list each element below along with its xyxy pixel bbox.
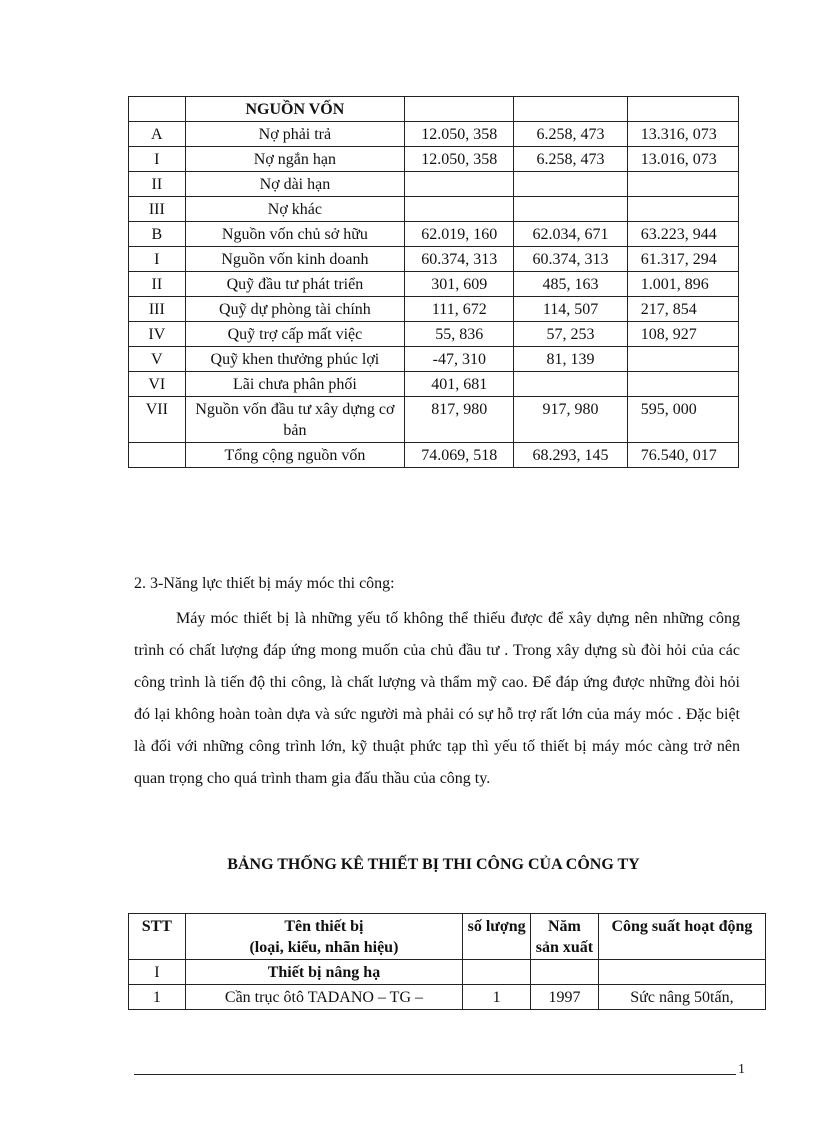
row-name: Cần trục ôtô TADANO – TG – bbox=[185, 985, 462, 1010]
row-value-1: 60.374, 313 bbox=[405, 247, 514, 272]
table-cell bbox=[514, 97, 627, 122]
row-value-3: 63.223, 944 bbox=[627, 222, 738, 247]
row-stt: 1 bbox=[129, 985, 186, 1010]
row-value-3 bbox=[627, 347, 738, 372]
row-year: 1997 bbox=[531, 985, 599, 1010]
table-cell bbox=[531, 960, 599, 985]
row-stt: III bbox=[129, 197, 186, 222]
group-stt: I bbox=[129, 960, 186, 985]
row-value-2: 917, 980 bbox=[514, 397, 627, 443]
row-value-1: 62.019, 160 bbox=[405, 222, 514, 247]
group-name: Thiết bị nâng hạ bbox=[185, 960, 462, 985]
row-value-2: 62.034, 671 bbox=[514, 222, 627, 247]
table-cell bbox=[405, 97, 514, 122]
row-value-3: 595, 000 bbox=[627, 397, 738, 443]
row-value-1: 55, 836 bbox=[405, 322, 514, 347]
row-name: Quỹ đầu tư phát triển bbox=[185, 272, 405, 297]
row-name: Lãi chưa phân phối bbox=[185, 372, 405, 397]
row-value-2: 68.293, 145 bbox=[514, 443, 627, 468]
row-value-2 bbox=[514, 172, 627, 197]
row-value-3: 61.317, 294 bbox=[627, 247, 738, 272]
row-stt: II bbox=[129, 272, 186, 297]
row-value-2: 6.258, 473 bbox=[514, 147, 627, 172]
column-header-capacity: Công suất hoạt động bbox=[598, 914, 765, 960]
row-stt: I bbox=[129, 247, 186, 272]
row-stt: V bbox=[129, 347, 186, 372]
row-stt: III bbox=[129, 297, 186, 322]
table-cell bbox=[598, 960, 765, 985]
row-name: Quỹ dự phòng tài chính bbox=[185, 297, 405, 322]
row-name: Nợ phải trả bbox=[185, 122, 405, 147]
row-name: Tổng cộng nguồn vốn bbox=[185, 443, 405, 468]
body-paragraph: Máy móc thiết bị là những yếu tố không thể thiếu được để xây dựng nên những công trình có chất lượng đáp ứng mong muốn của chủ đầu tư . Trong xây dựng sù đòi hỏi của các công trình là tiến độ thi công, là chất lượng và thẩm mỹ cao. Để đáp ứng được những đòi hỏi đó lại không hoàn toàn dựa và sức người mà phải có sự hỗ trợ rất lớn của máy móc . Đặc biệt là đối với những công trình lớn, kỹ thuật phức tạp thì yếu tố thiết bị máy móc càng trở nên quan trọng cho quá trình tham gia đấu thầu của công ty. bbox=[134, 610, 740, 787]
table-row bbox=[129, 372, 739, 397]
row-name: Nguồn vốn kinh doanh bbox=[185, 247, 405, 272]
row-stt: IV bbox=[129, 322, 186, 347]
row-value-2: 114, 507 bbox=[514, 297, 627, 322]
row-value-1: 111, 672 bbox=[405, 297, 514, 322]
row-name: Nợ khác bbox=[185, 197, 405, 222]
row-value-1: 401, 681 bbox=[405, 372, 514, 397]
group-row bbox=[129, 960, 766, 985]
row-name: Nguồn vốn chủ sở hữu bbox=[185, 222, 405, 247]
row-value-1 bbox=[405, 172, 514, 197]
table-row bbox=[129, 322, 739, 347]
table-row bbox=[129, 147, 739, 172]
row-value-3: 13.016, 073 bbox=[627, 147, 738, 172]
equipment-rows bbox=[129, 985, 766, 1010]
footer-rule bbox=[134, 1074, 736, 1075]
column-header-quantity: số lượng bbox=[463, 914, 531, 960]
row-value-1: 301, 609 bbox=[405, 272, 514, 297]
row-value-2: 6.258, 473 bbox=[514, 122, 627, 147]
row-value-2: 81, 139 bbox=[514, 347, 627, 372]
table-header-row bbox=[129, 914, 766, 960]
row-value-2 bbox=[514, 197, 627, 222]
column-header-year: Năm sản xuất bbox=[531, 914, 599, 960]
capital-sources-rows bbox=[129, 122, 739, 468]
table-row bbox=[129, 222, 739, 247]
section-heading: 2. 3-Năng lực thiết bị máy móc thi công: bbox=[134, 575, 395, 592]
row-value-1 bbox=[405, 197, 514, 222]
table-row bbox=[129, 172, 739, 197]
table-cell bbox=[463, 960, 531, 985]
row-value-3 bbox=[627, 172, 738, 197]
row-stt: B bbox=[129, 222, 186, 247]
row-name: Quỹ khen thưởng phúc lợi bbox=[185, 347, 405, 372]
row-value-2: 485, 163 bbox=[514, 272, 627, 297]
table-row bbox=[129, 985, 766, 1010]
row-stt: VII bbox=[129, 397, 186, 443]
table-row bbox=[129, 443, 739, 468]
row-value-2: 57, 253 bbox=[514, 322, 627, 347]
table-row bbox=[129, 247, 739, 272]
row-value-1: 817, 980 bbox=[405, 397, 514, 443]
row-value-3: 217, 854 bbox=[627, 297, 738, 322]
page-number: 1 bbox=[738, 1062, 745, 1077]
row-value-2: 60.374, 313 bbox=[514, 247, 627, 272]
row-quantity: 1 bbox=[463, 985, 531, 1010]
equipment-table bbox=[128, 913, 766, 1010]
table-row bbox=[129, 197, 739, 222]
table-cell bbox=[129, 97, 186, 122]
table-row bbox=[129, 272, 739, 297]
table-cell bbox=[627, 97, 738, 122]
row-value-1: -47, 310 bbox=[405, 347, 514, 372]
column-header-name-line2: (loại, kiểu, nhãn hiệu) bbox=[249, 939, 399, 956]
row-value-1: 12.050, 358 bbox=[405, 122, 514, 147]
row-value-3: 76.540, 017 bbox=[627, 443, 738, 468]
row-value-2 bbox=[514, 372, 627, 397]
row-value-1: 74.069, 518 bbox=[405, 443, 514, 468]
row-name: Nợ ngắn hạn bbox=[185, 147, 405, 172]
capital-sources-heading: NGUỒN VỐN bbox=[185, 97, 405, 122]
column-header-stt: STT bbox=[129, 914, 186, 960]
table-header-row bbox=[129, 97, 739, 122]
capital-sources-table bbox=[128, 96, 739, 468]
table-row bbox=[129, 397, 739, 443]
row-name: Quỹ trợ cấp mất việc bbox=[185, 322, 405, 347]
equipment-table-title: BẢNG THỐNG KÊ THIẾT BỊ THI CÔNG CỦA CÔNG TY bbox=[227, 856, 640, 873]
row-stt: I bbox=[129, 147, 186, 172]
row-value-1: 12.050, 358 bbox=[405, 147, 514, 172]
row-value-3: 13.316, 073 bbox=[627, 122, 738, 147]
row-value-3: 1.001, 896 bbox=[627, 272, 738, 297]
row-value-3 bbox=[627, 372, 738, 397]
row-stt: II bbox=[129, 172, 186, 197]
table-row bbox=[129, 122, 739, 147]
table-row bbox=[129, 297, 739, 322]
column-header-name bbox=[185, 914, 462, 960]
row-value-3 bbox=[627, 197, 738, 222]
column-header-name-line1: Tên thiết bị bbox=[284, 918, 364, 935]
row-name: Nợ dài hạn bbox=[185, 172, 405, 197]
row-value-3: 108, 927 bbox=[627, 322, 738, 347]
row-stt: VI bbox=[129, 372, 186, 397]
table-row bbox=[129, 347, 739, 372]
row-stt bbox=[129, 443, 186, 468]
row-name: Nguồn vốn đầu tư xây dựng cơ bản bbox=[185, 397, 405, 443]
row-capacity: Sức nâng 50tấn, bbox=[598, 985, 765, 1010]
row-stt: A bbox=[129, 122, 186, 147]
